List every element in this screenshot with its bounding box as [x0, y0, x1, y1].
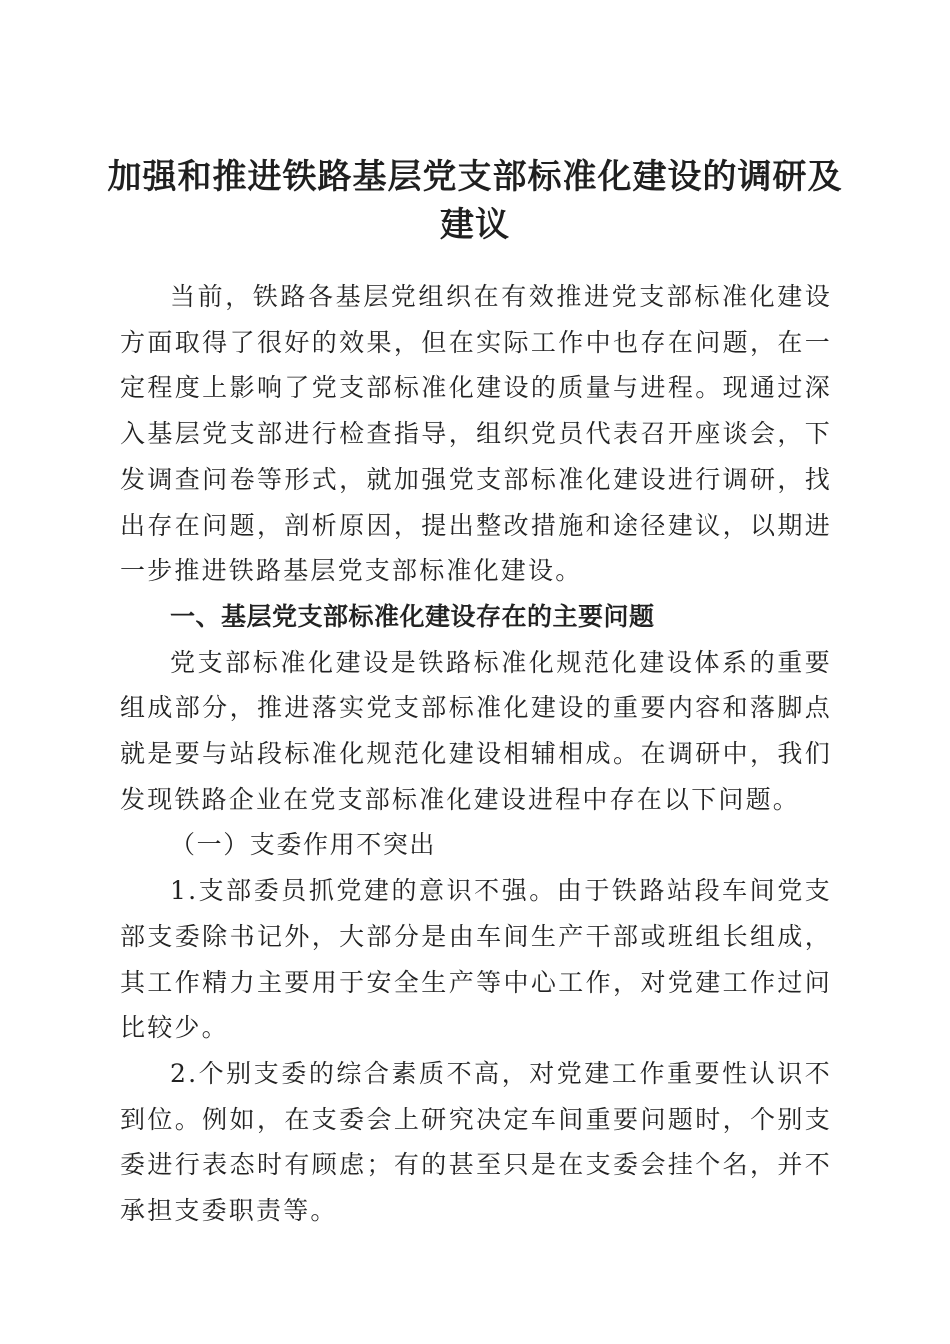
subsection-heading: （一）支委作用不突出: [170, 830, 437, 860]
intro-paragraph: 当前，铁路各基层党组织在有效推进党支部标准化建设方面取得了很好的效果，但在实际工作中也存在问题，在一定程度上影响了党支部标准化建设的质量与进程。现通过深入基层党支部进行检查指导，组织党员代表召开座谈会，下发调查问卷等形式，就加强党支部标准化建设进行调研，找出存在问题，剖析原因，提出整改措施和途径建议，以期进一步推进铁路基层党支部标准化建设。: [120, 282, 832, 586]
section-heading: 一、基层党支部标准化建设存在的主要问题: [170, 601, 655, 631]
list-item: 2.个别支委的综合素质不高，对党建工作重要性认识不到位。例如，在支委会上研究决定车间重要问题时，个别支委进行表态时有顾虑；有的甚至只是在支委会挂个名，并不承担支委职责等。: [120, 1058, 832, 1226]
document-title: 加强和推进铁路基层党支部标准化建设的调研及建议: [107, 156, 843, 245]
section-paragraph: 党支部标准化建设是铁路标准化规范化建设体系的重要组成部分，推进落实党支部标准化建设的重要内容和落脚点就是要与站段标准化规范化建设相辅相成。在调研中，我们发现铁路企业在党支部标准化建设进程中存在以下问题。: [120, 647, 832, 814]
list-item: 1.支部委员抓党建的意识不强。由于铁路站段车间党支部支委除书记外，大部分是由车间生产干部或班组长组成，其工作精力主要用于安全生产等中心工作，对党建工作过问比较少。: [120, 876, 832, 1043]
document-body: [120, 274, 832, 1234]
